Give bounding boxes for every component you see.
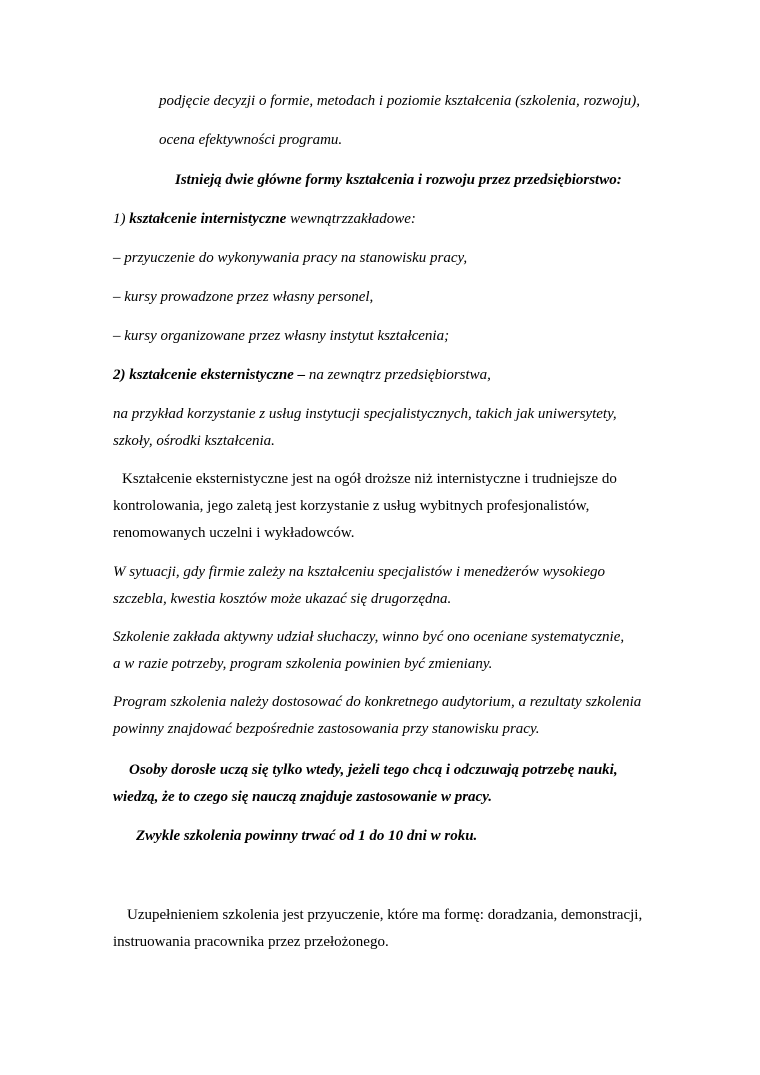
text-line: szczebla, kwestia kosztów może ukazać się drugorzędna. bbox=[113, 591, 452, 607]
list-item: – przyuczenie do wykonywania pracy na stanowisku pracy, bbox=[113, 250, 468, 266]
list-number: 1) bbox=[113, 211, 130, 227]
text-line: a w razie potrzeby, program szkolenia powinien być zmieniany. bbox=[113, 656, 493, 672]
text-line: na przykład korzystanie z usług instytucji specjalistycznych, takich jak uniwersytety, bbox=[113, 406, 617, 422]
emphasis-line: wiedzą, że to czego się nauczą znajduje zastosowanie w pracy. bbox=[113, 789, 493, 805]
section-heading: Istnieją dwie główne formy kształcenia i rozwoju przez przedsiębiorstwo: bbox=[175, 172, 622, 188]
list-item: – kursy prowadzone przez własny personel, bbox=[113, 289, 374, 305]
text-line: W sytuacji, gdy firmie zależy na kształceniu specjalistów i menedżerów wysokiego bbox=[113, 564, 605, 580]
text-line: Kształcenie eksternistyczne jest na ogół droższe niż internistyczne i trudniejsze do bbox=[122, 471, 617, 487]
emphasis-line: Osoby dorosłe uczą się tylko wtedy, jeżeli tego chcą i odczuwają potrzebę nauki, bbox=[129, 762, 618, 778]
list-item bbox=[113, 210, 416, 228]
term-desc: wewnątrzzakładowe: bbox=[286, 211, 416, 227]
text-line: szkoły, ośrodki kształcenia. bbox=[113, 433, 275, 449]
text-line: Uzupełnieniem szkolenia jest przyuczenie, które ma formę: doradzania, demonstracji, bbox=[127, 907, 643, 923]
text-line: kontrolowania, jego zaletą jest korzystanie z usług wybitnych profesjonalistów, bbox=[113, 498, 590, 514]
term-bold: 2) kształcenie eksternistyczne – bbox=[113, 367, 306, 383]
text-line: ocena efektywności programu. bbox=[159, 132, 343, 148]
text-line: podjęcie decyzji o formie, metodach i poziomie kształcenia (szkolenia, rozwoju), bbox=[159, 93, 641, 109]
text-line: renomowanych uczelni i wykładowców. bbox=[113, 525, 355, 541]
term-desc: na zewnątrz przedsiębiorstwa, bbox=[305, 367, 491, 383]
term-bold: kształcenie internistyczne bbox=[129, 211, 287, 227]
text-line: instruowania pracownika przez przełożonego. bbox=[113, 934, 389, 950]
emphasis-line: Zwykle szkolenia powinny trwać od 1 do 10 dni w roku. bbox=[136, 828, 478, 844]
list-item bbox=[113, 366, 491, 384]
text-line: powinny znajdować bezpośrednie zastosowania przy stanowisku pracy. bbox=[113, 721, 540, 737]
text-line: Szkolenie zakłada aktywny udział słuchaczy, winno być ono oceniane systematycznie, bbox=[113, 629, 625, 645]
text-line: Program szkolenia należy dostosować do konkretnego audytorium, a rezultaty szkolenia bbox=[113, 694, 642, 710]
list-item: – kursy organizowane przez własny instytut kształcenia; bbox=[113, 328, 450, 344]
